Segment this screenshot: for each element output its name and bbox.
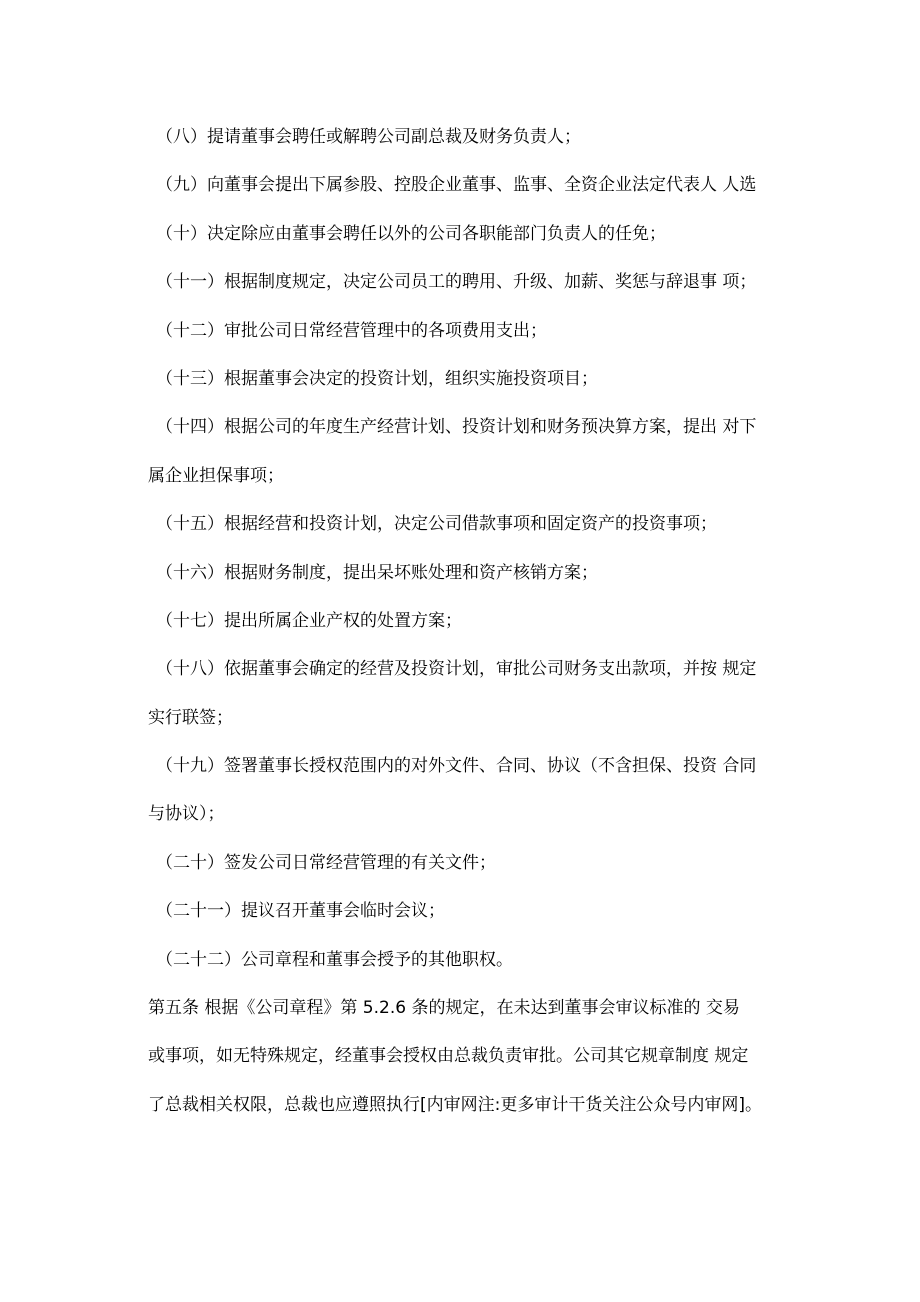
text-line-5: （十二）审批公司日常经营管理中的各项费用支出；	[156, 320, 547, 341]
text-line-17: （二十一）提议召开董事会临时会议；	[156, 901, 445, 922]
text-line-1: （八）提请董事会聘任或解聘公司副总裁及财务负责人；	[156, 127, 581, 147]
text-line-16: （二十）签发公司日常经营管理的有关文件；	[156, 852, 496, 873]
text-line-11: （十七）提出所属企业产权的处置方案；	[156, 610, 462, 631]
text-line-12: （十八）依据董事会确定的经营及投资计划，审批公司财务支出款项，并按 规定	[156, 659, 757, 680]
text-line-2: （九）向董事会提出下属参股、控股企业董事、监事、全资企业法定代表人 人选	[156, 175, 757, 196]
text-line-13: 实行联签；	[148, 707, 233, 728]
text-line-4: （十一）根据制度规定，决定公司员工的聘用、升级、加薪、奖惩与辞退事 项；	[156, 272, 757, 293]
document-body	[148, 122, 784, 1138]
text-line-15: 与协议）；	[148, 804, 225, 825]
text-line-3: （十）决定除应由董事会聘任以外的公司各职能部门负责人的任免；	[156, 223, 666, 244]
text-line-14: （十九）签署董事长授权范围内的对外文件、合同、协议（不含担保、投资 合同	[156, 756, 757, 777]
text-line-9: （十五）根据经营和投资计划，决定公司借款事项和固定资产的投资事项；	[156, 514, 717, 535]
text-line-18: （二十二）公司章程和董事会授予的其他职权。	[156, 949, 513, 970]
text-line-19: 第五条 根据《公司章程》第 5.2.6 条的规定，在未达到董事会审议标准的 交易	[148, 998, 740, 1019]
text-line-8: 属企业担保事项；	[148, 465, 284, 486]
text-line-21: 了总裁相关权限，总裁也应遵照执行[内审网注:更多审计干货关注公众号内审网]。	[148, 1094, 762, 1115]
text-line-20: 或事项，如无特殊规定，经董事会授权由总裁负责审批。公司其它规章制度 规定	[148, 1046, 749, 1067]
text-line-7: （十四）根据公司的年度生产经营计划、投资计划和财务预决算方案，提出 对下	[156, 417, 757, 438]
text-line-6: （十三）根据董事会决定的投资计划，组织实施投资项目；	[156, 368, 598, 389]
text-line-10: （十六）根据财务制度，提出呆坏账处理和资产核销方案；	[156, 562, 598, 583]
